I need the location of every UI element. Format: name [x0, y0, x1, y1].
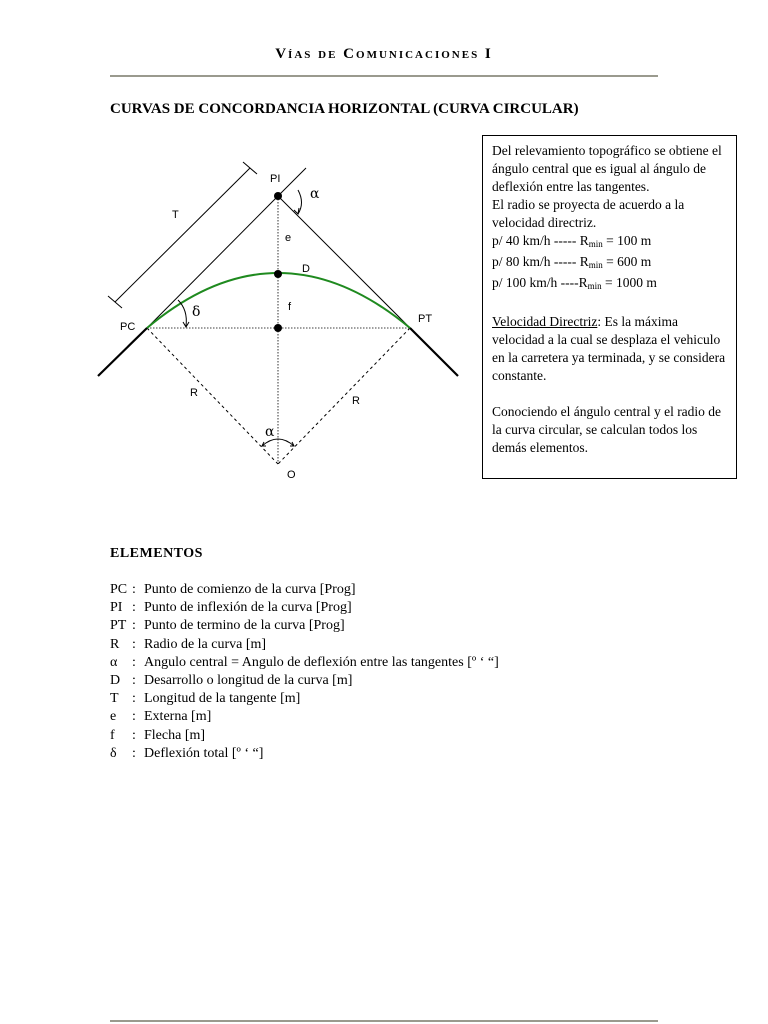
tangent-left-outer: [98, 328, 147, 376]
list-item: PI : Punto de inflexión de la curva [Prog]: [110, 600, 352, 616]
tangent-left: [147, 196, 278, 328]
label-alpha-top: α: [310, 186, 320, 202]
tangent-right-outer: [410, 328, 458, 376]
chord-midpoint: [274, 324, 282, 332]
speed-line: p/ 100 km/h $----R_{min} = 1000$ m: [492, 275, 657, 291]
label-pc: PC: [120, 321, 136, 333]
label-r-right: R: [352, 395, 360, 407]
info-paragraph-3: Velocidad Directriz: Es la máxima velocidad a la cual se desplaza el vehiculo en la carretera ya terminada, y se considera constante.: [492, 314, 726, 383]
label-pt: PT: [418, 313, 433, 325]
label-pi: PI: [270, 173, 281, 185]
info-paragraph-2: El radio se proyecta de acuerdo a la velocidad directriz.: [492, 197, 685, 230]
list-item: D : Desarrollo o longitud de la curva [m]: [110, 673, 353, 689]
radius-left: [147, 328, 278, 464]
list-item: δ : Deflexión total [º ‘ “]: [110, 745, 264, 761]
label-t: T: [172, 209, 179, 221]
label-f: f: [288, 301, 292, 313]
t-dimension-line: [115, 168, 250, 302]
label-e: e: [285, 232, 292, 244]
label-alpha-bottom: α: [265, 424, 275, 440]
speed-line: p/ 40 km/h ----- $R_{min} = 100$ m: [492, 233, 652, 249]
list-item: R : Radio de la curva [m]: [110, 636, 267, 652]
info-paragraph-4: Conociendo el ángulo central y el radio de la curva circular, se calculan todos los demás elementos.: [492, 404, 722, 455]
tangent-right: [278, 196, 410, 328]
list-item: α : Angulo central = Angulo de deflexión entre las tangentes [º ‘ “]: [110, 654, 499, 670]
circular-curve-diagram: [0, 0, 480, 500]
tangent-left-extension: [278, 168, 306, 196]
info-box: [482, 135, 737, 479]
label-delta: δ: [192, 304, 201, 320]
radius-right: [278, 328, 410, 464]
label-d: D: [302, 263, 310, 275]
label-o: O: [287, 469, 296, 481]
velocidad-directriz-term: Velocidad Directriz: [492, 314, 598, 329]
list-item: T : Longitud de la tangente [m]: [110, 691, 301, 707]
page-header-title: Vías de Comunicaciones I: [275, 46, 493, 62]
pi-point: [274, 192, 282, 200]
list-item: e : Externa [m]: [110, 709, 212, 725]
elements-list: [110, 581, 499, 763]
speed-line: p/ 80 km/h ----- $R_{min} = 600$ m: [492, 254, 652, 270]
list-item: PC : Punto de comienzo de la curva [Prog]: [110, 582, 356, 597]
section-title: CURVAS DE CONCORDANCIA HORIZONTAL (CURVA CIRCULAR): [110, 101, 579, 117]
footer-rule: [110, 1020, 658, 1022]
info-paragraph-1: Del relevamiento topográfico se obtiene el ángulo central que es igual al ángulo de deflexión entre las tangentes.: [492, 143, 722, 194]
list-item: f : Flecha [m]: [110, 727, 206, 743]
label-r-left: R: [190, 387, 198, 399]
elements-heading: ELEMENTOS: [110, 546, 203, 561]
list-item: PT : Punto de termino de la curva [Prog]: [110, 618, 345, 634]
curve-midpoint: [274, 270, 282, 278]
